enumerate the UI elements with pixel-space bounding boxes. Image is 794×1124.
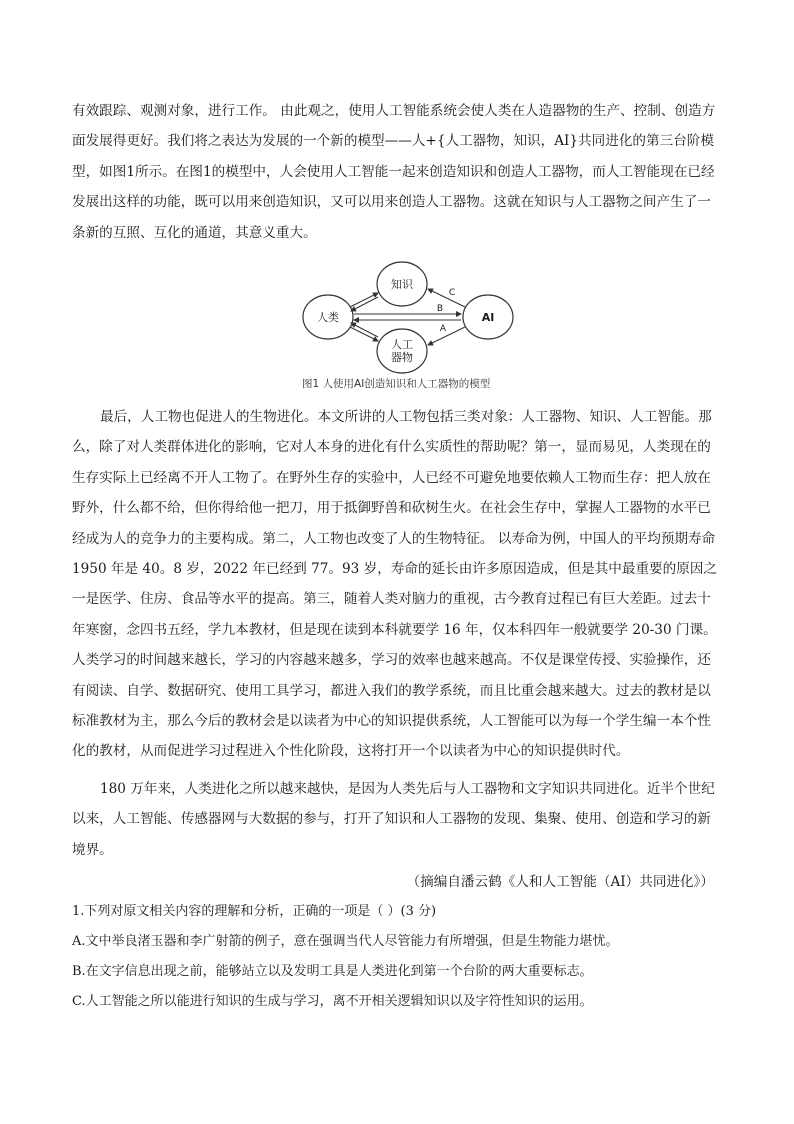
arrow-human-artifact xyxy=(350,323,378,341)
paragraph-2: 最后，人工物也促进人的生物进化。本文所讲的人工物包括三类对象：人工器物、知识、人工智能。那么，除了对人类群体进化的影响，它对人本身的进化有什么实质性的帮助呢？第一，显而易见，人类现在的生存实际上已经离不开人工物了。在野外生存的实验中，人已经不可避免地要依赖人工物而生存：把人放在野外，什么都不给，但你得给他一把刀，用于抵御野兽和砍树生火。在社会生存中，掌握人工器物的水平已经成为人的竞争力的主要构成。第二，人工物也改变了人的生物特征。 以寿命为例，中国人的平均预期寿命 1950 年是 40。8 岁，2022 年已经到 77。93 岁，寿命的延长由许多原因造成，但是其中最重要的原因之一是医学、住房、食品等水平的提高。第三，随着人类对脑力的重视，古今教育过程已有巨大差距。过去十年寒窗，念四书五经，学九本教材，但是现在读到本科就要学 16 年，仅本科四年一般就要学 20-30 门课。人类学习的时间越来越长，学习的内容越来越多，学习的效率也越来越高。不仅是课堂传授、实验操作，还有阅读、自学、数据研究、使用工具学习，都进入我们的教学系统，而且比重会越来越大。过去的教材是以标准教材为主，那么今后的教材会是以读者为中心的知识提供系统，人工智能可以为每一个学生编一本个性化的教材，从而促进学习过程进入个性化阶段，这将打开一个以读者为中心的知识提供时代。 xyxy=(72,409,718,760)
source-attribution: （摘编自潘云鹤《人和人工智能（AI）共同进化》） xyxy=(406,874,714,890)
co-evolution-diagram xyxy=(290,255,540,395)
arrow-ai-artifact-a xyxy=(428,327,465,345)
arrow-label-a: A xyxy=(439,324,447,334)
arrow-ai-knowledge-c xyxy=(428,289,465,307)
arrow-label-b: B xyxy=(436,304,444,314)
figure-caption: 图1 人使用AI创造知识和人工器物的模型 xyxy=(302,378,491,390)
node-artifact-label-1: 人工 xyxy=(391,338,413,351)
paragraph-1: 有效跟踪、观测对象，进行工作。 由此观之，使用人工智能系统会使人类在人造器物的生产、控制、创造方面发展得更好。我们将之表达为发展的一个新的模型——人+{人工器物，知识，AI}共同进化的第三台阶模型，如图1所示。在图1的模型中，人会使用人工智能一起来创造知识和创造人工器物，而人工智能现在已经发展出这样的功能，既可以用来创造知识，又可以用来创造人工器物。这就在知识与人工器物之间产生了一条新的互照、互化的通道，其意义重大。 xyxy=(72,103,716,241)
question-option-b: B.在文字信息出现之前，能够站立以及发明工具是人类进化到第一个台阶的两大重要标志。 xyxy=(72,964,593,979)
arrow-label-c: C xyxy=(448,288,456,298)
node-artifact-label-2: 器物 xyxy=(391,351,413,364)
question-stem: 1.下列对原文相关内容的理解和分析，正确的一项是（ ）(3 分) xyxy=(72,904,437,919)
arrow-human-ai-b xyxy=(354,314,461,320)
paragraph-3: 180 万年来，人类进化之所以越来越快，是因为人类先后与人工器物和文字知识共同进化。近半个世纪以来，人工智能、传感器网与大数据的参与，打开了知识和人工器物的发现、集聚、使用、创造和学习的新境界。 xyxy=(72,781,715,858)
arrow-human-knowledge xyxy=(350,293,378,311)
question-option-c: C.人工智能之所以能进行知识的生成与学习，离不开相关逻辑知识以及字符性知识的运用。 xyxy=(72,994,593,1009)
node-knowledge-label: 知识 xyxy=(391,278,413,291)
node-ai-label: AI xyxy=(481,311,495,324)
question-option-a: A.文中举良渚玉器和李广射箭的例子，意在强调当代人尽管能力有所增强，但是生物能力堪忧。 xyxy=(72,934,619,949)
node-human-label: 人类 xyxy=(317,311,339,324)
